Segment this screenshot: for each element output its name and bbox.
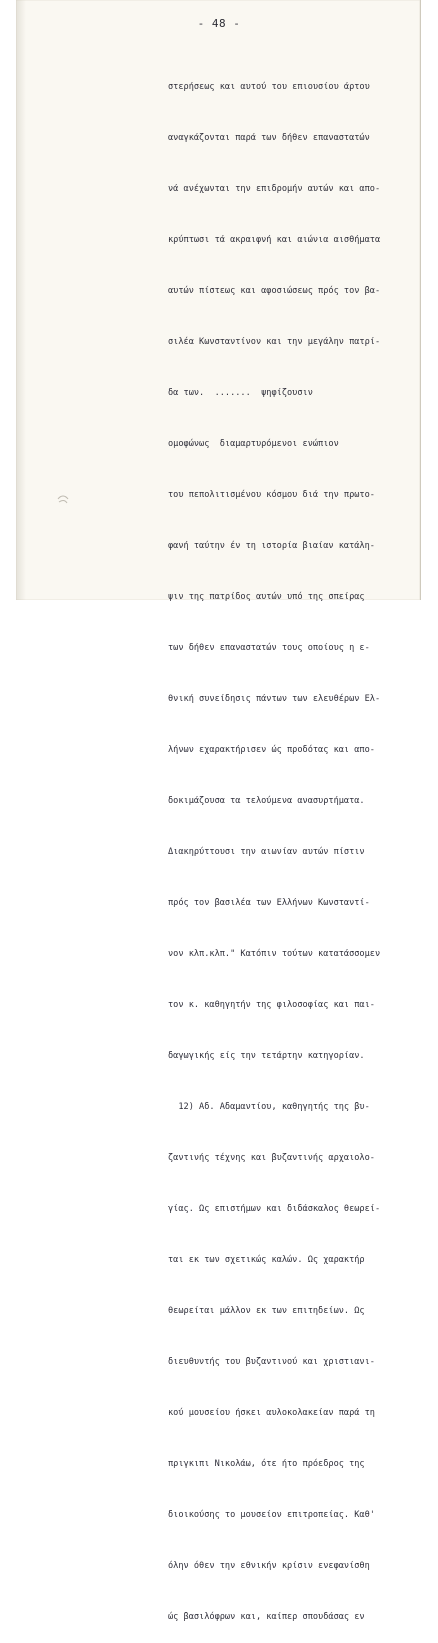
text-line: Διακηρύττουσι την αιωνίαν αυτών πίστιν [168, 847, 365, 857]
text-line: αυτών πίστεως και αφοσιώσεως πρός τον βα- [168, 286, 381, 296]
text-line: ομοφώνως διαμαρτυρόμενοι ενώπιον [168, 439, 339, 449]
text-line: σιλέα Κωνσταντίνον και την μεγάλην πατρί- [168, 337, 381, 347]
text-line: όλην όθεν την εθνικήν κρίσιν ενεφανίσθη [168, 1561, 370, 1571]
text-line: 12) Αδ. Αδαμαντίου, καθηγητής της βυ- [168, 1102, 370, 1112]
text-line: θεωρείται μάλλον εκ των επιτηδείων. Ως [168, 1306, 365, 1316]
text-line: στερήσεως και αυτού του επιουσίου άρτου [168, 82, 370, 92]
text-line: των δήθεν επαναστατών τους οποίους η ε- [168, 643, 370, 653]
page-number: - 48 - [197, 17, 241, 30]
page-edge [420, 0, 421, 600]
text-line: πριγκιπι Νικολάω, ότε ήτο πρόεδρος της [168, 1459, 365, 1469]
text-line: δοκιμάζουσα τα τελούμενα ανασυρτήματα. [168, 796, 365, 806]
text-line: δα των. ....... ψηφίζουσιν [168, 388, 313, 398]
text-line: διευθυντής του βυζαντινού και χριστιανι- [168, 1357, 375, 1367]
text-line: ζαντινής τέχνης και βυζαντινής αρχαιολο- [168, 1153, 375, 1163]
text-line: ψιν της πατρίδος αυτών υπό της σπείρας [168, 592, 365, 602]
text-line: πρός τον βασιλέα των Ελλήνων Κωνσταντί- [168, 898, 370, 908]
text-line: λήνων εχαρακτήρισεν ώς προδότας και απο- [168, 745, 375, 755]
text-line: δαγωγικής είς την τετάρτην κατηγορίαν. [168, 1051, 365, 1061]
binding-shadow [16, 0, 26, 600]
text-line: νον κλπ.κλπ." Κατόπιν τούτων κατατάσσομεν [168, 949, 381, 959]
text-line: διοικούσης το μουσείον επιτροπείας. Καθ' [168, 1510, 375, 1520]
text-line: φανή ταύτην έν τη ιστορία βιαίαν κατάλη- [168, 541, 375, 551]
text-line: τον κ. καθηγητήν της φιλοσοφίας και παι- [168, 1000, 375, 1010]
text-line: νά ανέχωνται την επιδρομήν αυτών και απο- [168, 184, 381, 194]
text-line: αναγκάζονται παρά των δήθεν επαναστατών [168, 133, 370, 143]
text-line: γίας. Ως επιστήμων και διδάσκαλος θεωρεί- [168, 1204, 381, 1214]
text-line: του πεπολιτισμένου κόσμου διά την πρωτο- [168, 490, 375, 500]
text-line: κρύπτωσι τά ακραιφνή και αιώνια αισθήματα [168, 235, 381, 245]
text-line: ται εκ των σχετικώς καλών. Ως χαρακτήρ [168, 1255, 365, 1265]
body-text [168, 45, 418, 1643]
ink-mark [56, 492, 70, 506]
text-line: κού μουσείου ήσκει αυλοκολακείαν παρά τη [168, 1408, 375, 1418]
text-line: θνική συνείδησις πάντων των ελευθέρων Ελ- [168, 694, 381, 704]
text-line: ώς βασιλόφρων και, καίπερ σπουδάσας εν [168, 1612, 365, 1622]
